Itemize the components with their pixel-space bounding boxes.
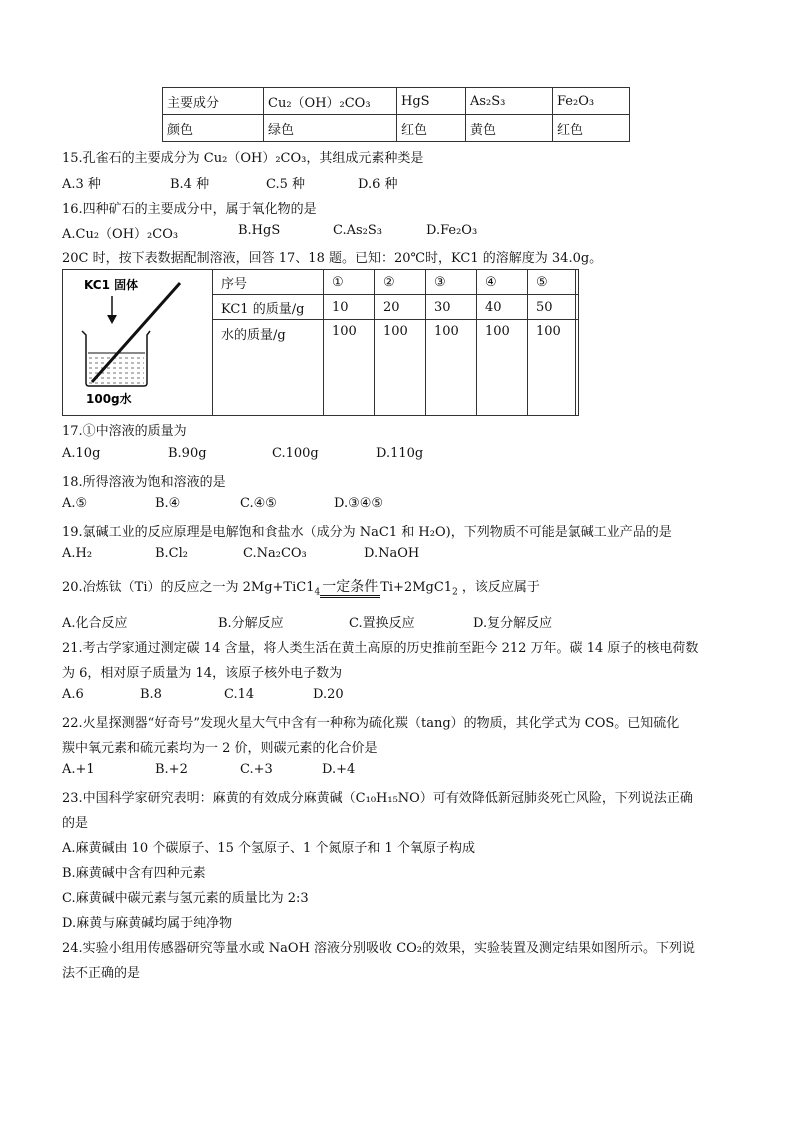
q17-option-a: A.10g	[62, 446, 101, 461]
table-cell: 30	[426, 295, 477, 320]
table-cell: ①	[324, 270, 375, 295]
table-cell: 主要成分	[163, 88, 264, 115]
q20-reaction-condition: 一定条件	[320, 579, 380, 598]
q21-option-b: B.8	[140, 687, 162, 702]
table-cell: ②	[375, 270, 426, 295]
q15-option-d: D.6 种	[358, 177, 398, 192]
table-row	[163, 115, 630, 142]
question-23-line-2: 的是	[62, 816, 89, 831]
q17-option-b: B.90g	[168, 446, 207, 461]
q18-option-b: B.④	[155, 496, 181, 511]
q19-option-d: D.NaOH	[364, 546, 420, 561]
question-18-stem: 18.所得溶液为饱和溶液的是	[62, 475, 226, 490]
table-cell: ⑤	[528, 270, 579, 295]
q17-option-d: D.110g	[376, 446, 424, 461]
table-cell: 红色	[397, 115, 466, 142]
q20-reactants: 20.冶炼钛（Ti）的反应之一为 2Mg+TiC1	[62, 580, 315, 595]
table-cell: Fe₂O₃	[553, 88, 630, 115]
table-cell: 水的质量/g	[213, 320, 324, 416]
q21-option-a: A.6	[62, 687, 84, 702]
q22-option-a: A.+1	[62, 762, 95, 777]
table-cell: 100	[528, 320, 579, 416]
table-cell: 红色	[553, 115, 630, 142]
table-cell: 颜色	[163, 115, 264, 142]
question-17-stem: 17.①中溶液的质量为	[62, 424, 187, 439]
q20-option-b: B.分解反应	[218, 616, 284, 631]
question-21-line-2: 为 6，相对原子质量为 14，该原子核外电子数为	[62, 666, 343, 681]
table-cell: 20	[375, 295, 426, 320]
q17-18-intro: 20C 时，按下表数据配制溶液，回答 17、18 题。已知：20℃时，KC1 的溶解度为 34.0g。	[62, 251, 603, 266]
q20-option-c: C.置换反应	[349, 616, 415, 631]
question-21-line-1: 21.考古学家通过测定碳 14 含量，将人类生活在黄土高原的历史推前至距今 212 万年。碳 14 原子的核电荷数	[62, 641, 699, 656]
question-15-stem: 15.孔雀石的主要成分为 Cu₂（OH）₂CO₃，其组成元素种类是	[62, 151, 424, 166]
q16-option-a: A.Cu₂（OH）₂CO₃	[62, 227, 179, 242]
q16-option-c: C.As₂S₃	[333, 223, 383, 238]
question-24-line-1: 24.实验小组用传感器研究等量水或 NaOH 溶液分别吸收 CO₂的效果，实验装置及测定结果如图所示。下列说	[62, 941, 696, 956]
q15-option-c: C.5 种	[266, 177, 306, 192]
table-cell: 序号	[213, 270, 324, 295]
table-cell: Cu₂（OH）₂CO₃	[264, 88, 397, 115]
q20-subscript: 2	[452, 587, 458, 598]
table-cell: 40	[477, 295, 528, 320]
q19-option-c: C.Na₂CO₃	[243, 546, 307, 561]
q18-option-a: A.⑤	[62, 496, 88, 511]
q23-option-d: D.麻黄与麻黄碱均属于纯净物	[62, 916, 233, 931]
q22-option-d: D.+4	[322, 762, 356, 777]
q16-option-d: D.Fe₂O₃	[426, 223, 478, 238]
q20-subscript: 4	[314, 587, 321, 598]
q20-option-d: D.复分解反应	[473, 616, 553, 631]
q20-products: Ti+2MgC1	[380, 580, 453, 595]
q19-option-b: B.Cl₂	[155, 546, 189, 561]
question-22-line-1: 22.火星探测器“好奇号”发现火星大气中含有一种称为硫化羰（tang）的物质，其化学式为 COS。已知硫化	[62, 716, 680, 731]
q20-question: ，该反应属于	[457, 580, 540, 595]
q21-option-d: D.20	[313, 687, 344, 702]
q23-option-b: B.麻黄碱中含有四种元素	[62, 866, 206, 881]
table-cell: HgS	[397, 88, 466, 115]
question-24-line-2: 法不正确的是	[62, 966, 141, 981]
table-row	[213, 270, 579, 295]
q15-option-b: B.4 种	[170, 177, 210, 192]
table-cell: 绿色	[264, 115, 397, 142]
q23-option-a: A.麻黄碱由 10 个碳原子、15 个氢原子、1 个氮原子和 1 个氧原子构成	[62, 841, 475, 856]
beaker-figure	[62, 269, 212, 414]
table-cell: 10	[324, 295, 375, 320]
q17-option-c: C.100g	[272, 446, 319, 461]
question-19-stem: 19.氯碱工业的反应原理是电解饱和食盐水（成分为 NaC1 和 H₂O)，下列物质不可能是氯碱工业产品的是	[62, 525, 672, 540]
table-cell: 100	[426, 320, 477, 416]
table-cell: ③	[426, 270, 477, 295]
q21-option-c: C.14	[224, 687, 255, 702]
table-row	[213, 295, 579, 320]
minerals-table	[162, 87, 630, 142]
question-20-stem	[62, 576, 540, 598]
question-16-stem: 16.四种矿石的主要成分中，属于氧化物的是	[62, 202, 317, 217]
table-cell: 黄色	[466, 115, 553, 142]
question-23-line-1: 23.中国科学家研究表明：麻黄的有效成分麻黄碱（C₁₀H₁₅NO）可有效降低新冠肺炎死亡风险，下列说法正确	[62, 791, 693, 806]
table-row	[163, 88, 630, 115]
q19-option-a: A.H₂	[62, 546, 93, 561]
figure-label-bottom: 100g水	[86, 392, 132, 406]
question-22-line-2: 羰中氧元素和硫元素均为一 2 价，则碳元素的化合价是	[62, 741, 378, 756]
figure-label-top: KC1 固体	[84, 278, 139, 292]
q22-option-c: C.+3	[240, 762, 273, 777]
q15-option-a: A.3 种	[62, 177, 101, 192]
q20-option-a: A.化合反应	[62, 616, 128, 631]
q18-option-d: D.③④⑤	[334, 496, 384, 511]
table-cell: As₂S₃	[466, 88, 553, 115]
q22-option-b: B.+2	[155, 762, 188, 777]
table-cell: 100	[324, 320, 375, 416]
q23-option-c: C.麻黄碱中碳元素与氢元素的质量比为 2:3	[62, 891, 309, 906]
q16-option-b: B.HgS	[238, 223, 281, 238]
table-cell: 100	[477, 320, 528, 416]
table-cell: 50	[528, 295, 579, 320]
solution-data-table	[212, 269, 579, 416]
table-cell: ④	[477, 270, 528, 295]
table-row	[213, 320, 579, 416]
table-cell: 100	[375, 320, 426, 416]
q18-option-c: C.④⑤	[240, 496, 277, 511]
table-cell: KC1 的质量/g	[213, 295, 324, 320]
